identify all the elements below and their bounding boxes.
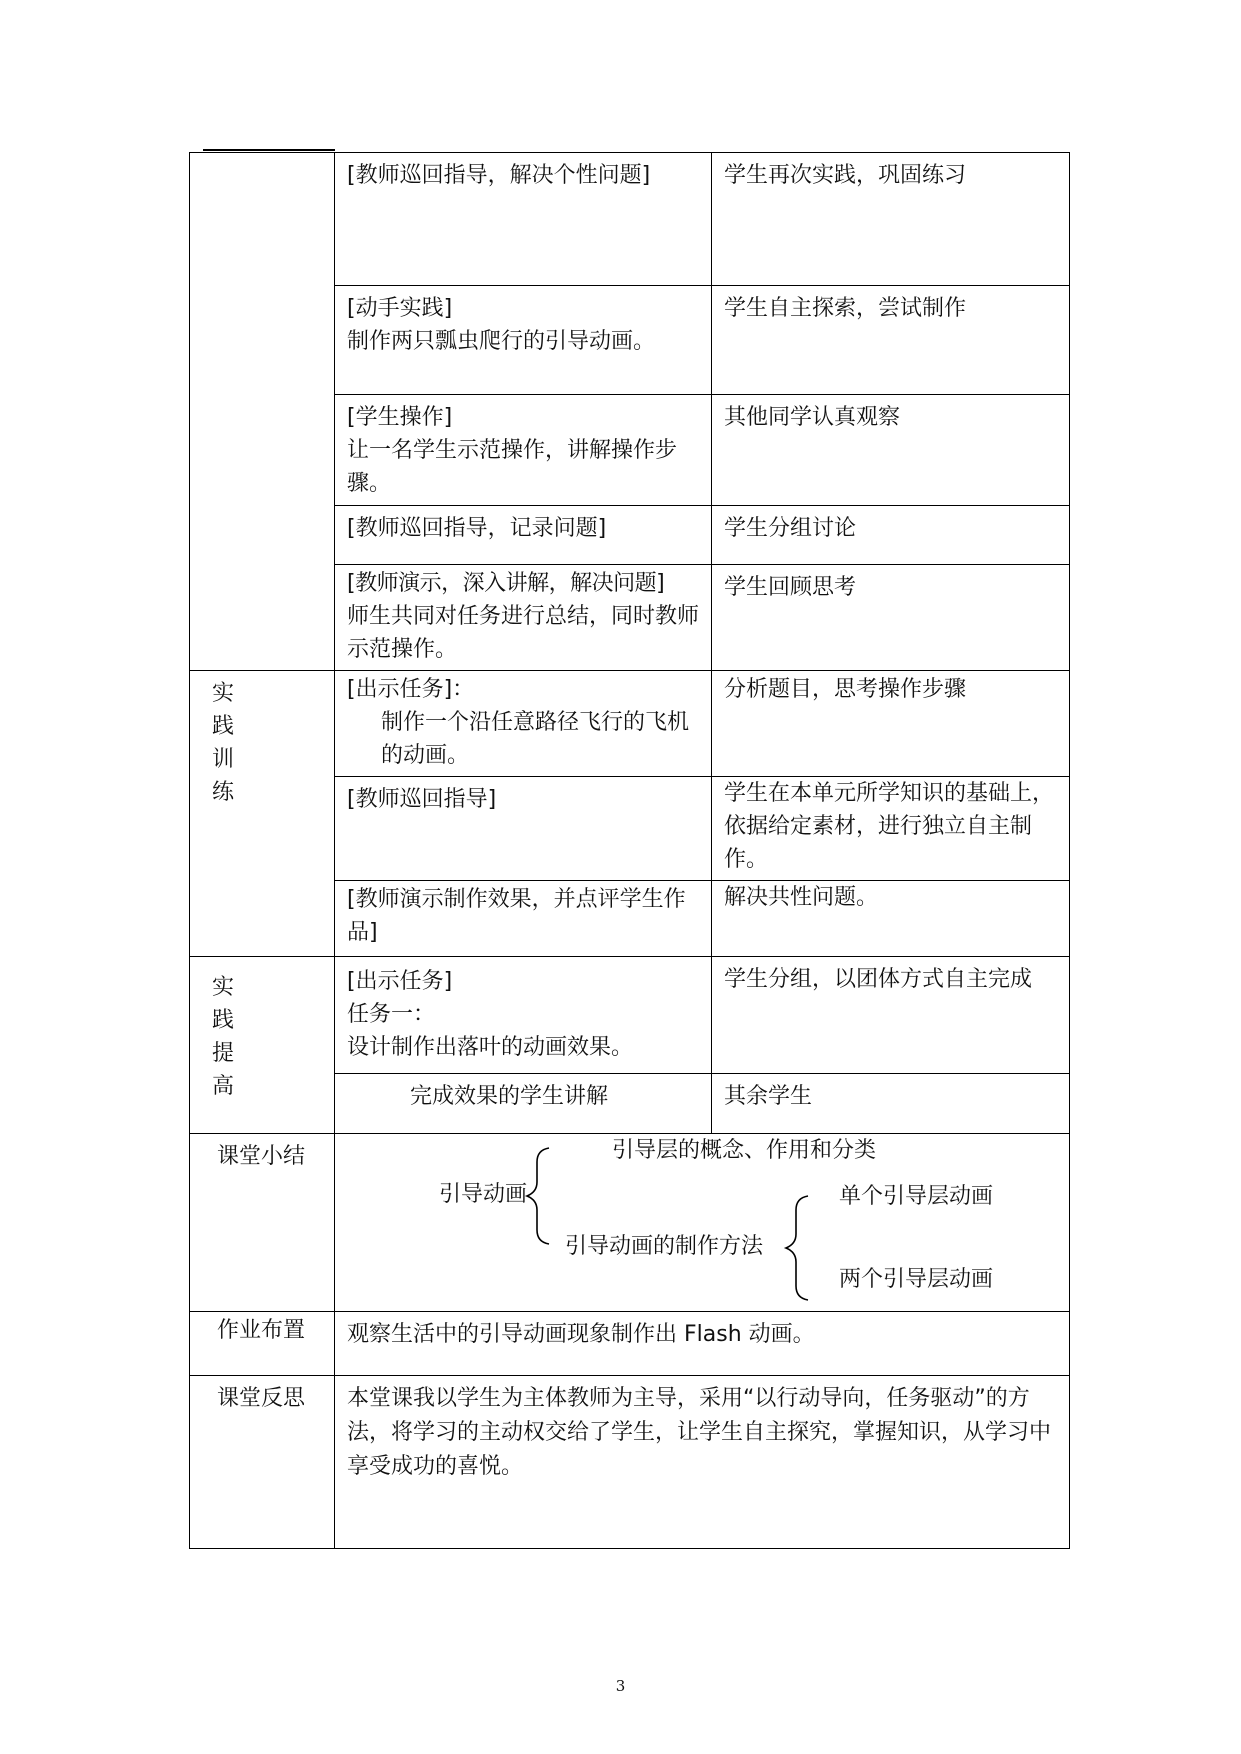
activity-cell: [教师巡回指导] <box>335 777 712 881</box>
activity-cell: [学生操作] 让一名学生示范操作，讲解操作步骤。 <box>335 395 712 506</box>
summary-cell <box>335 1134 1070 1312</box>
activity-cell: [教师巡回指导，解决个性问题] <box>335 153 712 286</box>
section-label-homework: 作业布置 <box>190 1312 335 1376</box>
table-row <box>190 1312 1070 1376</box>
table-row <box>190 1134 1070 1312</box>
summary-leaf-1: 单个引导层动画 <box>839 1184 994 1209</box>
lesson-plan-table <box>189 152 1070 1549</box>
summary-leaf-2: 两个引导层动画 <box>839 1267 994 1292</box>
summary-branch-2: 引导动画的制作方法 <box>565 1234 764 1259</box>
student-cell: 学生回顾思考 <box>712 565 1070 671</box>
activity-cell: [教师巡回指导，记录问题] <box>335 506 712 565</box>
activity-cell: [出示任务] 任务一： 设计制作出落叶的动画效果。 <box>335 957 712 1074</box>
section-label-summary: 课堂小结 <box>190 1134 335 1312</box>
summary-branch-1: 引导层的概念、作用和分类 <box>612 1138 877 1163</box>
section-label-improve: 实 践 提 高 <box>190 957 335 1134</box>
student-cell: 学生在本单元所学知识的基础上，依据给定素材，进行独立自主制作。 <box>712 777 1070 881</box>
page-number: 3 <box>615 1677 626 1695</box>
top-rule <box>203 149 335 151</box>
student-cell: 学生分组讨论 <box>712 506 1070 565</box>
activity-cell: [动手实践] 制作两只瓢虫爬行的引导动画。 <box>335 286 712 395</box>
summary-root: 引导动画 <box>439 1182 528 1207</box>
summary-diagram <box>335 1134 1069 1310</box>
student-cell: 其他同学认真观察 <box>712 395 1070 506</box>
activity-cell: 完成效果的学生讲解 <box>335 1074 712 1134</box>
table-row <box>190 153 1070 286</box>
row-label-empty <box>190 153 335 671</box>
student-cell: 分析题目，思考操作步骤 <box>712 671 1070 777</box>
student-cell: 学生再次实践，巩固练习 <box>712 153 1070 286</box>
student-cell: 其余学生 <box>712 1074 1070 1134</box>
activity-cell: [教师演示，深入讲解，解决问题] 师生共同对任务进行总结，同时教师示范操作。 <box>335 565 712 671</box>
section-label-reflection: 课堂反思 <box>190 1376 335 1549</box>
table-row <box>190 957 1070 1074</box>
table-row <box>190 671 1070 777</box>
student-cell: 解决共性问题。 <box>712 881 1070 957</box>
reflection-cell: 本堂课我以学生为主体教师为主导，采用“以行动导向，任务驱动”的方法，将学习的主动权交给了学生，让学生自主探究，掌握知识，从学习中享受成功的喜悦。 <box>335 1376 1070 1549</box>
section-label-practice: 实 践 训 练 <box>190 671 335 957</box>
activity-cell: [出示任务]： 制作一个沿任意路径飞行的飞机的动画。 <box>335 671 712 777</box>
student-cell: 学生分组，以团体方式自主完成 <box>712 957 1070 1074</box>
student-cell: 学生自主探索，尝试制作 <box>712 286 1070 395</box>
activity-cell: [教师演示制作效果，并点评学生作品] <box>335 881 712 957</box>
homework-cell: 观察生活中的引导动画现象制作出 Flash 动画。 <box>335 1312 1070 1376</box>
table-row <box>190 1376 1070 1549</box>
